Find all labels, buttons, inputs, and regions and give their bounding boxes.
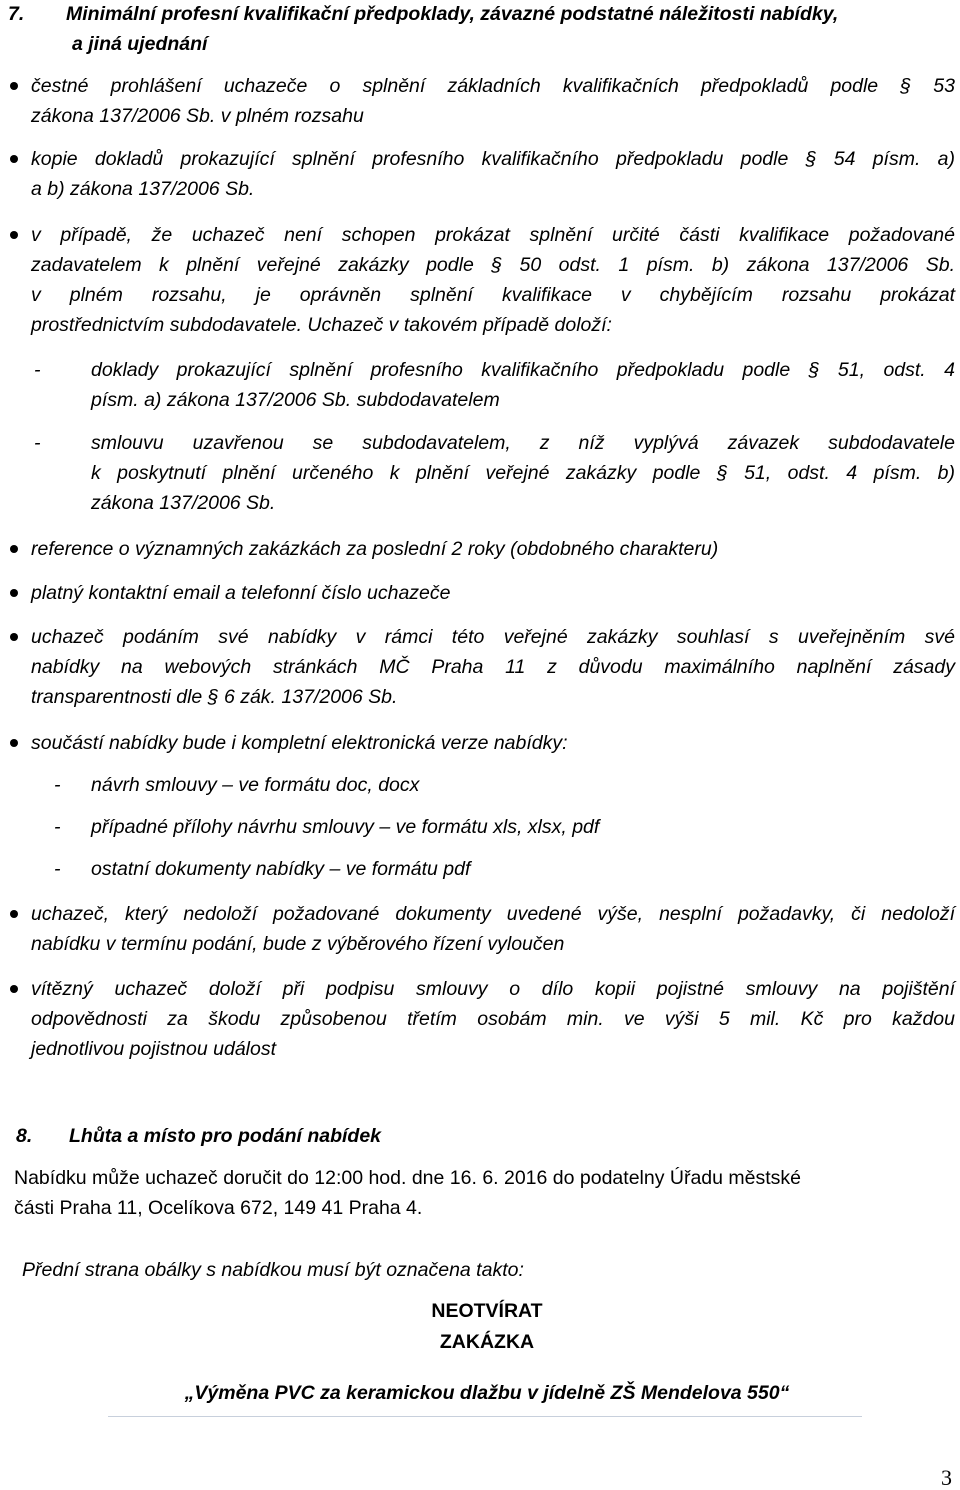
bullet-icon <box>10 739 18 747</box>
bullet-2-line2: a b) zákona 137/2006 Sb. <box>31 178 255 200</box>
bullet-6-line2: nabídky na webových stránkách MČ Praha 11 z důvodu maximálního naplnění zásady <box>31 656 955 678</box>
bullet-1-line1: čestné prohlášení uchazeče o splnění základních kvalifikačních předpokladů podle § 53 <box>31 75 955 97</box>
bullet-icon <box>10 155 18 163</box>
bullet-7: součástí nabídky bude i kompletní elektronická verze nabídky: <box>31 732 568 754</box>
contract-title: „Výměna PVC za keramickou dlažbu v jídelně ZŠ Mendelova 550“ <box>184 1382 790 1404</box>
bullet-1-line2: zákona 137/2006 Sb. v plném rozsahu <box>31 105 364 127</box>
dash-marker: - <box>54 774 61 796</box>
section-8-title: Lhůta a místo pro podání nabídek <box>69 1125 382 1147</box>
bullet-icon <box>10 545 18 553</box>
section-8-number: 8. <box>16 1125 33 1147</box>
bullet-icon <box>10 633 18 641</box>
bullet-3-line1: v případě, že uchazeč není schopen prokázat splnění určité části kvalifikace požadované <box>31 224 955 246</box>
bullet-4: reference o významných zakázkách za poslední 2 roky (obdobného charakteru) <box>31 538 719 560</box>
envelope-label-line1: NEOTVÍRAT <box>431 1300 543 1322</box>
bullet-icon <box>10 910 18 918</box>
bullet-9-line2: odpovědnosti za škodu způsobenou třetím osobám min. ve výši 5 mil. Kč pro každou <box>31 1008 955 1030</box>
section-7-title-line1: Minimální profesní kvalifikační předpoklady, závazné podstatné náležitosti nabídky, <box>66 3 839 25</box>
bullet-7-dash-1: návrh smlouvy – ve formátu doc, docx <box>91 774 420 796</box>
bullet-7-dash-3: ostatní dokumenty nabídky – ve formátu pdf <box>91 858 471 880</box>
dash-marker: - <box>34 359 41 381</box>
section-7-number: 7. <box>8 3 25 25</box>
bullet-3-dash-2-line3: zákona 137/2006 Sb. <box>91 492 276 514</box>
bullet-7-dash-2: případné přílohy návrhu smlouvy – ve formátu xls, xlsx, pdf <box>91 816 600 838</box>
bullet-3-dash-2-line1: smlouvu uzavřenou se subdodavatelem, z níž vyplývá závazek subdodavatele <box>91 432 955 454</box>
bullet-6-line3: transparentnosti dle § 6 zák. 137/2006 Sb. <box>31 686 398 708</box>
section-7-title-line2: a jiná ujednání <box>72 33 208 55</box>
bullet-3-line4: prostřednictvím subdodavatele. Uchazeč v takovém případě doloží: <box>31 314 612 336</box>
section-8-paragraph-line1: Nabídku může uchazeč doručit do 12:00 hod. dne 16. 6. 2016 do podatelny Úřadu městské <box>14 1167 802 1189</box>
envelope-instruction: Přední strana obálky s nabídkou musí být označena takto: <box>22 1259 524 1281</box>
dash-marker: - <box>54 858 61 880</box>
section-8-paragraph-line2: části Praha 11, Ocelíkova 672, 149 41 Praha 4. <box>14 1197 423 1219</box>
bullet-3-dash-2-line2: k poskytnutí plnění určeného k plnění veřejné zakázky podle § 51, odst. 4 písm. b) <box>91 462 955 484</box>
bullet-5: platný kontaktní email a telefonní číslo uchazeče <box>31 582 451 604</box>
envelope-label-line2: ZAKÁZKA <box>439 1331 535 1353</box>
dash-marker: - <box>54 816 61 838</box>
bullet-icon <box>10 231 18 239</box>
dash-marker: - <box>34 432 41 454</box>
bullet-6-line1: uchazeč podáním své nabídky v rámci této veřejné zakázky souhlasí s uveřejněním své <box>31 626 955 648</box>
bullet-2-line1: kopie dokladů prokazující splnění profesního kvalifikačního předpokladu podle § 54 písm. a) <box>31 148 955 170</box>
bullet-icon <box>10 985 18 993</box>
bullet-icon <box>10 589 18 597</box>
bullet-8-line2: nabídku v termínu podání, bude z výběrového řízení vyloučen <box>31 933 565 955</box>
bullet-icon <box>10 82 18 90</box>
bullet-8-line1: uchazeč, který nedoloží požadované dokumenty uvedené výše, nesplní požadavky, či nedoloží <box>31 903 955 925</box>
bullet-3-dash-1-line1: doklady prokazující splnění profesního kvalifikačního předpokladu podle § 51, odst. 4 <box>91 359 955 381</box>
bullet-9-line3: jednotlivou pojistnou událost <box>31 1038 277 1060</box>
bullet-3-dash-1-line2: písm. a) zákona 137/2006 Sb. subdodavatelem <box>91 389 500 411</box>
divider <box>108 1416 862 1417</box>
page-number: 3 <box>941 1465 952 1490</box>
bullet-9-line1: vítězný uchazeč doloží při podpisu smlouvy o dílo kopii pojistné smlouvy na pojištění <box>31 978 955 1000</box>
bullet-3-line2: zadavatelem k plnění veřejné zakázky podle § 50 odst. 1 písm. b) zákona 137/2006 Sb. <box>31 254 955 276</box>
bullet-3-line3: v plném rozsahu, je oprávněn splnění kvalifikace v chybějícím rozsahu prokázat <box>31 284 955 306</box>
